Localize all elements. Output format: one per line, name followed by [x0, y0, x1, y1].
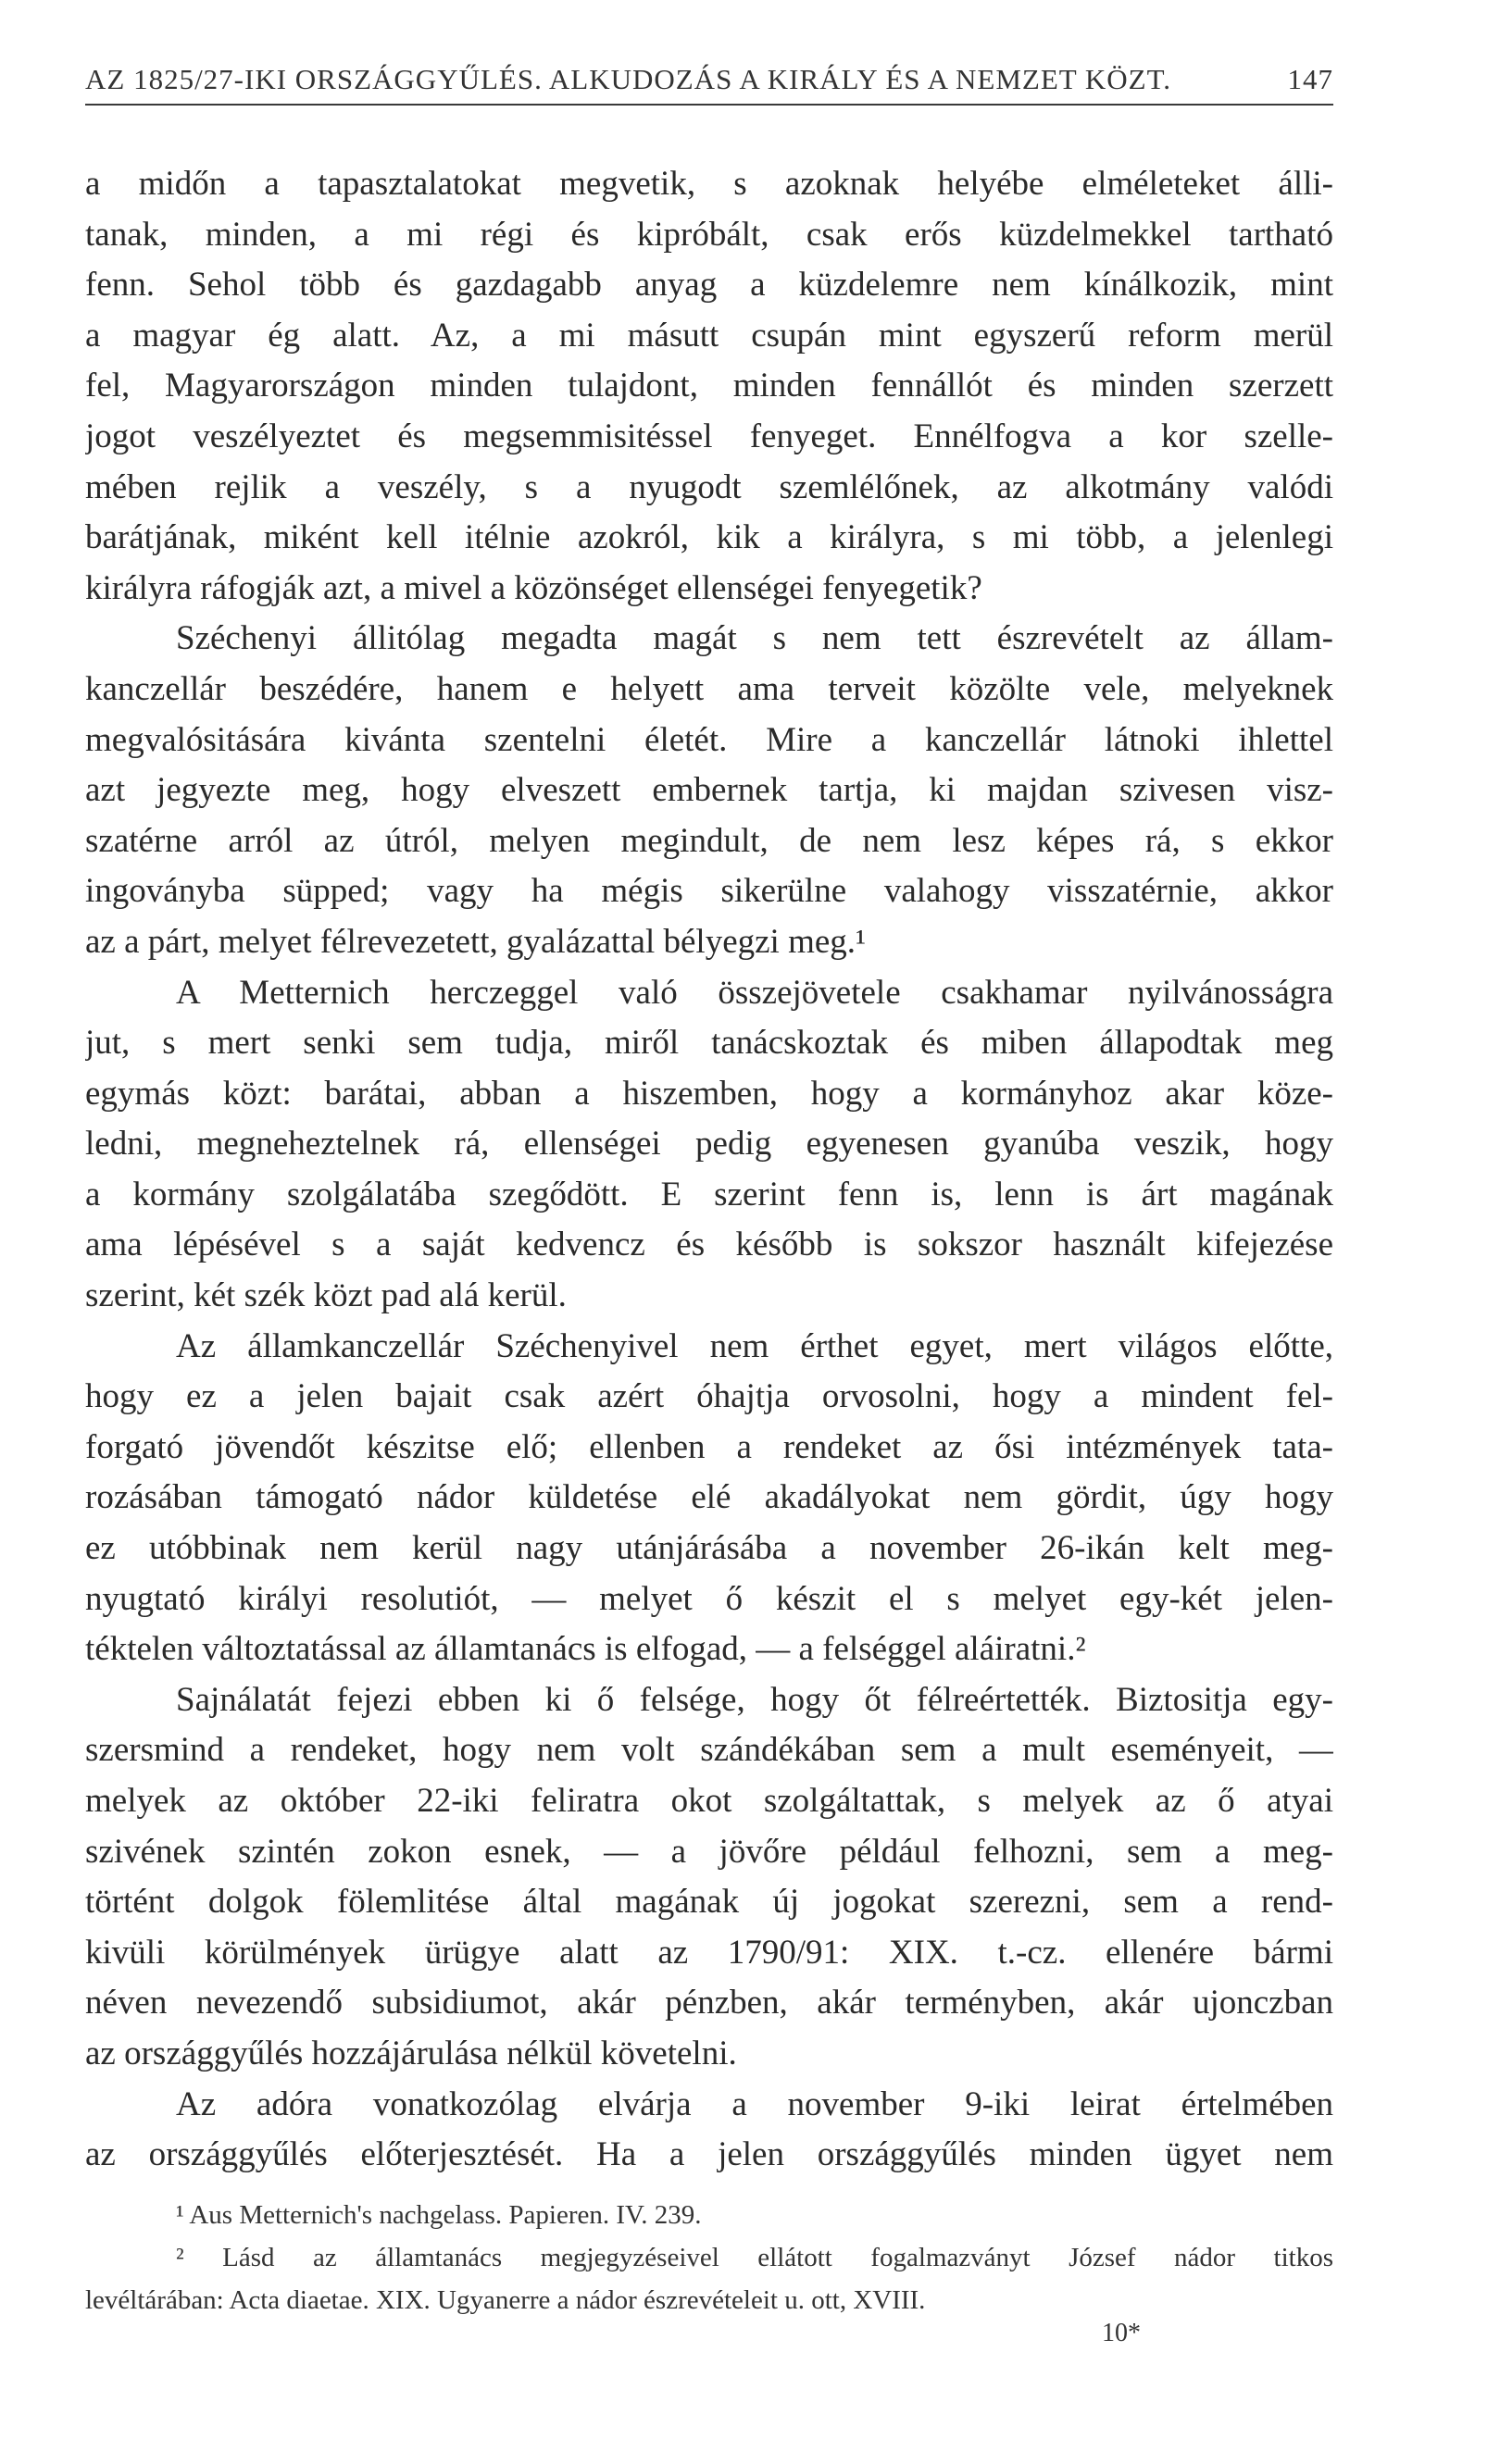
text-line: melyek az október 22-iki feliratra okot szolgáltattak, s melyek az ő atyai — [85, 1782, 1333, 1820]
text-line: a kormány szolgálatába szegődött. E szerint fenn is, lenn is árt magának — [85, 1175, 1333, 1213]
text-line: az országgyűlés előterjesztését. Ha a jelen országgyűlés minden ügyet nem — [85, 2135, 1333, 2174]
text-line: fel, Magyarországon minden tulajdont, minden fennállót és minden szerzett — [85, 367, 1333, 405]
text-line: jogot veszélyeztet és megsemmisitéssel fenyeget. Ennélfogva a kor szelle- — [85, 417, 1333, 455]
text-line: a midőn a tapasztalatokat megvetik, s azoknak helyébe elméleteket álli- — [85, 165, 1333, 203]
text-line: ama lépésével s a saját kedvencz és később is sokszor használt kifejezése — [85, 1226, 1333, 1264]
text-line: szersmind a rendeket, hogy nem volt szándékában sem a mult eseményeit, — — [85, 1731, 1333, 1770]
text-line: nyugtató királyi resolutiót, — melyet ő készit el s melyet egy-két jelen- — [85, 1579, 1333, 1618]
footnote-1: ¹ Aus Metternich's nachgelass. Papieren. IV. 239. — [176, 2200, 702, 2230]
running-head — [85, 57, 1333, 106]
printer-signature-mark: 10* — [1102, 2319, 1141, 2347]
text-line: azt jegyezte meg, hogy elveszett embernek tartja, ki majdan szivesen visz- — [85, 771, 1333, 810]
text-line: kivüli körülmények ürügye alatt az 1790/91: XIX. t.-cz. ellenére bármi — [85, 1933, 1333, 1972]
text-line: az a párt, melyet félrevezetett, gyalázattal bélyegzi meg.¹ — [85, 922, 867, 961]
paragraph-start-line: Az adóra vonatkozólag elvárja a november 9-iki leirat értelmében — [176, 2084, 1333, 2123]
text-line: szivének szintén zokon esnek, — a jövőre például felhozni, sem a meg- — [85, 1832, 1333, 1871]
text-line: az országgyűlés hozzájárulása nélkül követelni. — [85, 2034, 737, 2072]
text-line: forgató jövendőt készitse elő; ellenben a rendeket az ősi intézmények tata- — [85, 1427, 1333, 1466]
body-text — [85, 159, 1333, 2181]
text-line: jut, s mert senki sem tudja, miről tanácskoztak és miben állapodtak meg — [85, 1024, 1333, 1063]
text-line: egymás közt: barátai, abban a hiszemben, hogy a kormányhoz akar köze- — [85, 1074, 1333, 1113]
footnotes — [85, 2194, 1333, 2321]
paragraph-start-line: Sajnálatát fejezi ebben ki ő felsége, hogy őt félreértették. Biztositja egy- — [176, 1680, 1333, 1719]
text-line: néven nevezendő subsidiumot, akár pénzben, akár terményben, akár ujonczban — [85, 1984, 1333, 2022]
running-head-title: AZ 1825/27-IKI ORSZÁGGYŰLÉS. ALKUDOZÁS A KIRÁLY ÉS A NEMZET KÖZT. — [85, 63, 1171, 95]
paragraph-start-line: Az államkanczellár Széchenyivel nem érthet egyet, mert világos előtte, — [176, 1326, 1333, 1365]
text-line: szerint, két szék közt pad alá kerül. — [85, 1276, 567, 1315]
page-number: 147 — [1287, 63, 1333, 95]
footnote-2-continued: levéltárában: Acta diaetae. XIX. Ugyanerre a nádor észrevételeit u. ott, XVIII. — [85, 2285, 926, 2315]
text-line: hogy ez a jelen bajait csak azért óhajtja orvosolni, hogy a mindent fel- — [85, 1377, 1333, 1416]
text-line: rozásában támogató nádor küldetése elé akadályokat nem gördit, úgy hogy — [85, 1478, 1333, 1517]
text-line: kanczellár beszédére, hanem e helyett ama terveit közölte vele, melyeknek — [85, 669, 1333, 708]
text-line: ez utóbbinak nem kerül nagy utánjárásába a november 26-ikán kelt meg- — [85, 1529, 1333, 1568]
text-line: megvalósitására kivánta szentelni életét. Mire a kanczellár látnoki ihlettel — [85, 720, 1333, 759]
footnote-2: ² Lásd az államtanács megjegyzéseivel ellátott fogalmazványt József nádor titkos — [176, 2243, 1333, 2272]
text-line: történt dolgok fölemlitése által magának új jogokat szerezni, sem a rend- — [85, 1883, 1333, 1922]
text-line: mében rejlik a veszély, s a nyugodt szemlélőnek, az alkotmány valódi — [85, 467, 1333, 506]
text-line: királyra ráfogják azt, a mivel a közönséget ellenségei fenyegetik? — [85, 568, 982, 607]
book-page — [37, 0, 1344, 2464]
paragraph-start-line: A Metternich herczeggel való összejövetele csakhamar nyilvánosságra — [176, 973, 1333, 1012]
paragraph-start-line: Széchenyi állitólag megadta magát s nem tett észrevételt az állam- — [176, 619, 1333, 658]
text-line: a magyar ég alatt. Az, a mi másutt csupán mint egyszerű reform merül — [85, 316, 1333, 355]
text-line: ingoványba süpped; vagy ha mégis sikerülne valahogy visszatérnie, akkor — [85, 872, 1333, 911]
text-line: fenn. Sehol több és gazdagabb anyag a küzdelemre nem kínálkozik, mint — [85, 266, 1333, 305]
text-line: ledni, megneheztelnek rá, ellenségei pedig egyenesen gyanúba veszik, hogy — [85, 1125, 1333, 1164]
text-line: tanak, minden, a mi régi és kipróbált, csak erős küzdelmekkel tartható — [85, 215, 1333, 254]
text-line: szatérne arról az útról, melyen megindult, de nem lesz képes rá, s ekkor — [85, 821, 1333, 860]
text-line: téktelen változtatással az államtanács is elfogad, — a felséggel aláiratni.² — [85, 1630, 1086, 1669]
text-line: barátjának, miként kell itélnie azokról, kik a királyra, s mi több, a jelenlegi — [85, 518, 1333, 557]
